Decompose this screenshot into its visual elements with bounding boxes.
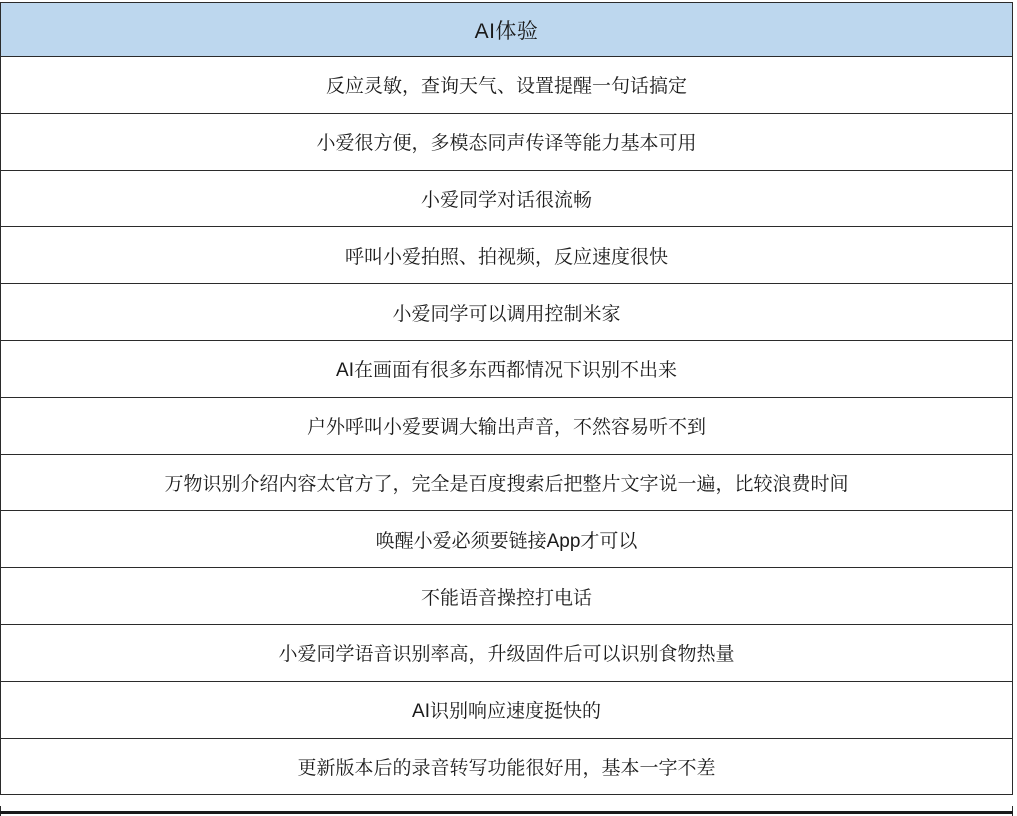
table-row: AI在画面有很多东西都情况下识别不出来 — [1, 341, 1012, 398]
table-row: 小爱很方便，多模态同声传译等能力基本可用 — [1, 114, 1012, 171]
table-row: 小爱同学可以调用控制米家 — [1, 284, 1012, 341]
table-row: 小爱同学语音识别率高，升级固件后可以识别食物热量 — [1, 625, 1012, 682]
table-row: 小爱同学对话很流畅 — [1, 171, 1012, 228]
table-row: AI识别响应速度挺快的 — [1, 682, 1012, 739]
table-header-cell — [1, 3, 1012, 57]
ai-experience-table — [0, 2, 1013, 795]
table-header-label: AI体验 — [474, 19, 539, 43]
table-row: 呼叫小爱拍照、拍视频，反应速度很快 — [1, 227, 1012, 284]
table-row: 更新版本后的录音转写功能很好用，基本一字不差 — [1, 739, 1012, 796]
table-row: 万物识别介绍内容太官方了，完全是百度搜索后把整片文字说一遍，比较浪费时间 — [1, 455, 1012, 512]
table-row: 唤醒小爱必须要链接App才可以 — [1, 511, 1012, 568]
table-row: 不能语音操控打电话 — [1, 568, 1012, 625]
table-row: 户外呼叫小爱要调大输出声音，不然容易听不到 — [1, 398, 1012, 455]
table-row: 反应灵敏，查询天气、设置提醒一句话搞定 — [1, 57, 1012, 114]
next-table-top-border — [0, 811, 1013, 814]
